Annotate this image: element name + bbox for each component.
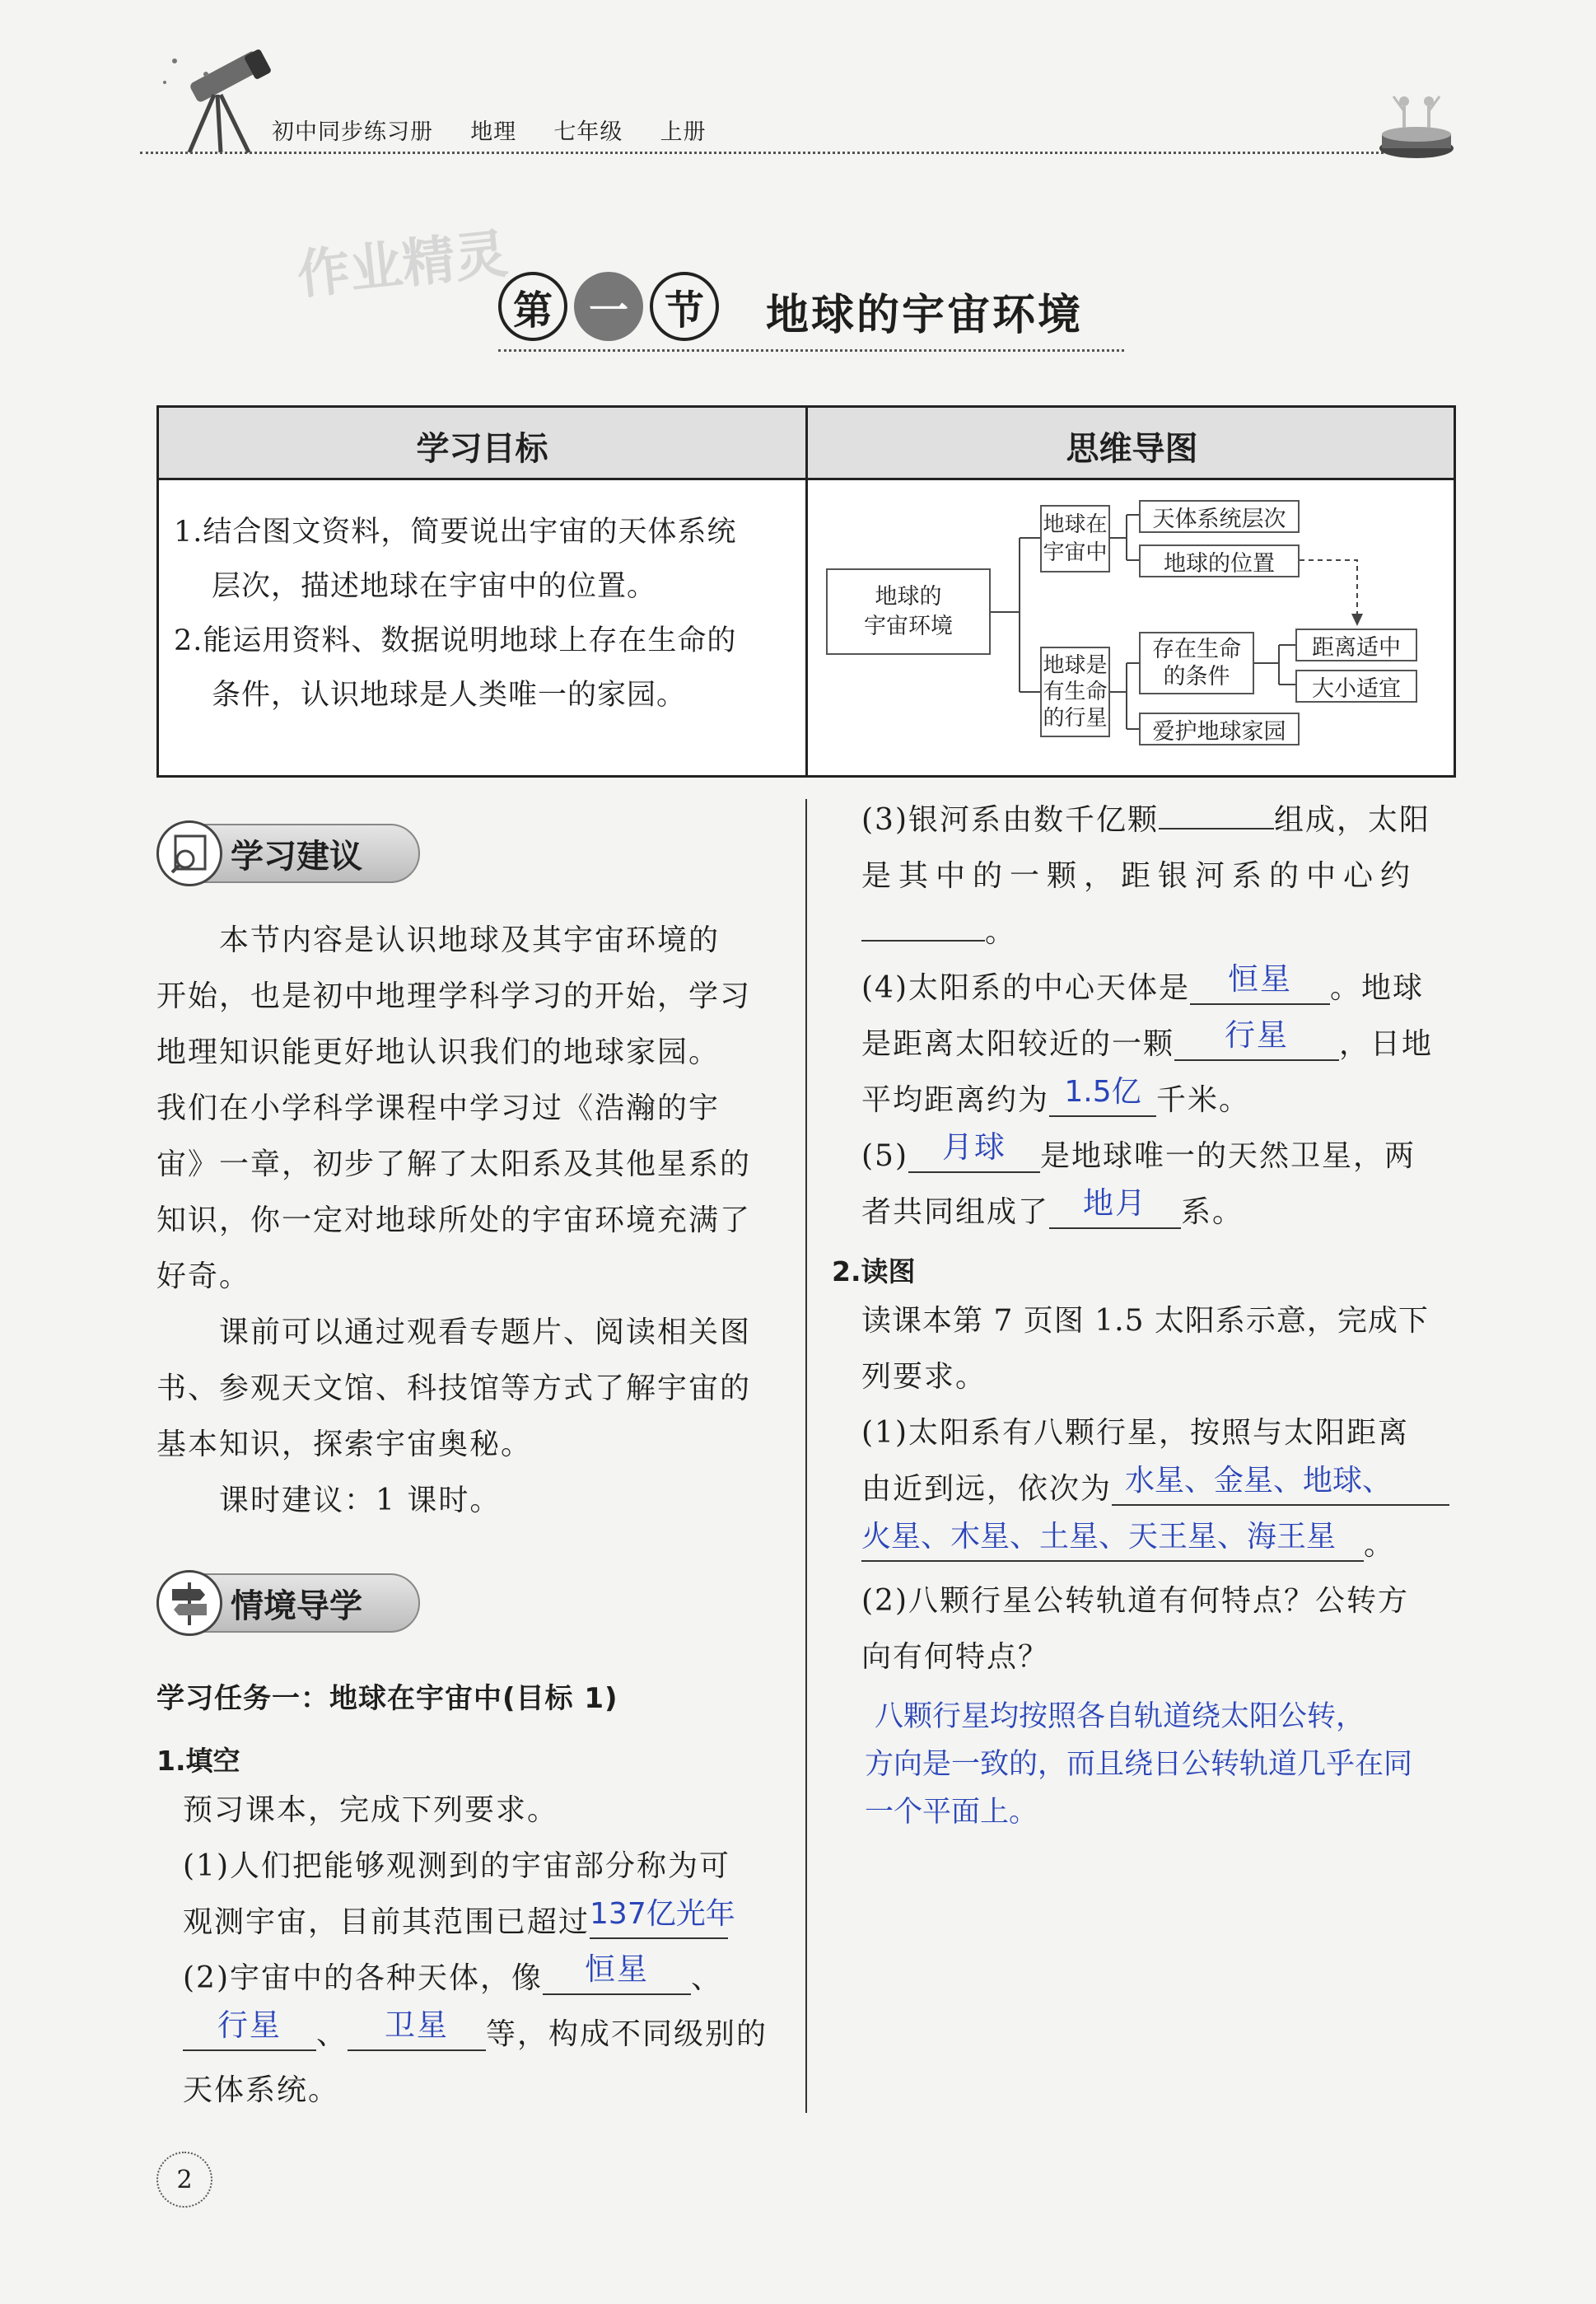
col-title-objectives: 学习目标: [416, 430, 548, 468]
r2-line2: 向有何特点？: [861, 1640, 1050, 1674]
book-title: 初中同步练习册: [272, 119, 433, 145]
magnifier-icon: [156, 820, 222, 886]
r2-answer-line3: 一个平面上。: [865, 1796, 1038, 1829]
signpost-icon: [156, 1570, 222, 1636]
q4-line3: 平均距离约为 1.5亿 千米。: [861, 1075, 1251, 1117]
r2-answer-line2: 方向是一致的，而且绕日公转轨道几乎在同: [865, 1748, 1413, 1781]
advice-p1-l5: 宙》一章，初步了解了太阳系及其他星系的: [156, 1147, 752, 1181]
q4-answer-2[interactable]: 行星: [1225, 1017, 1290, 1053]
read-questions: [861, 1293, 1467, 1685]
section-badge-jie: 节: [650, 272, 719, 341]
q2-answer-1[interactable]: 恒星: [585, 1951, 649, 1987]
advice-p1-l6: 知识，你一定对地球所处的宇宙环境充满了: [156, 1203, 752, 1237]
q3-line2: 是其中的一颗，距银河系的中心约: [861, 859, 1418, 893]
column-divider: [805, 799, 807, 2113]
advice-title: 学习建议: [231, 837, 362, 876]
fill-intro: 预习课本，完成下列要求。: [183, 1793, 559, 1827]
r1-line3: 火星、木星、土星、天王星、海王星 。: [861, 1520, 1396, 1562]
advice-p1-l4: 我们在小学科学课程中学习过《浩瀚的宇: [156, 1091, 721, 1125]
mm-earth-in-universe: 地球在 宇宙中: [1040, 505, 1110, 572]
mm-living-planet: 地球是 有生命 的行星: [1040, 647, 1110, 737]
volume: 上册: [660, 119, 707, 145]
advice-banner: [156, 824, 420, 883]
objective-1-line2: 层次，描述地球在宇宙中的位置。: [212, 570, 657, 603]
objectives-table: [156, 405, 1456, 778]
q5-answer-2[interactable]: 地月: [1083, 1185, 1148, 1221]
q1-line2: 观测宇宙，目前其范围已超过137亿光年: [183, 1897, 735, 1939]
advice-p2-l2: 书、参观天文馆、科技馆等方式了解宇宙的: [156, 1372, 752, 1405]
fill-questions: [156, 1783, 782, 2119]
q2-line3: 天体系统。: [183, 2073, 340, 2107]
q3-line1: (3)银河系由数千亿颗 组成，太阳: [861, 803, 1431, 837]
q4-answer-1[interactable]: 恒星: [1228, 961, 1292, 997]
advice-p1-l2: 开始，也是初中地理学科学习的开始，学习: [156, 979, 752, 1013]
q2-answer-2[interactable]: 行星: [217, 2007, 282, 2043]
q1-answer[interactable]: 137亿光年: [590, 1897, 735, 1931]
page-header: [140, 49, 1458, 165]
q5-line1: (5) 月球 是地球唯一的天然卫星，两: [861, 1129, 1416, 1173]
page-title: 地球的宇宙环境: [766, 291, 1084, 340]
q2-line2: 行星 、 卫星 等，构成不同级别的: [156, 2007, 782, 2063]
mm-life-conditions: 存在生命 的条件: [1139, 632, 1254, 694]
r1-answer-2[interactable]: 火星、木星、土星、天王星、海王星: [861, 1520, 1337, 1554]
right-questions: [861, 792, 1467, 1241]
grade: 七年级: [553, 119, 623, 145]
mm-earth-position: 地球的位置: [1139, 544, 1300, 577]
watermark: 作业精灵: [294, 223, 511, 307]
mind-map: [818, 490, 1452, 770]
r1-line1: (1)太阳系有八颗行星，按照与太阳距离: [861, 1416, 1409, 1450]
col-title-mindmap: 思维导图: [1066, 430, 1198, 468]
r2-answer-line1: 八颗行星均按照各自轨道绕太阳公转，: [875, 1700, 1365, 1733]
guide-title: 情境导学: [231, 1587, 362, 1625]
advice-p1-l7: 好奇。: [156, 1259, 251, 1293]
advice-p1-l3: 地理知识能更好地认识我们的地球家园。: [156, 1035, 721, 1069]
q2-line1: (2)宇宙中的各种天体，像 恒星 、: [183, 1951, 723, 1995]
read-heading: 2.读图: [832, 1255, 916, 1288]
advice-p1-l1: 本节内容是认识地球及其宇宙环境的: [219, 923, 721, 957]
section-badge-di: 第: [498, 272, 567, 341]
q2-answer-3[interactable]: 卫星: [385, 2007, 450, 2043]
q4-answer-3[interactable]: 1.5亿: [1064, 1075, 1141, 1109]
section-badge-num: 一: [574, 272, 643, 341]
objective-2-line2: 条件，认识地球是人类唯一的家园。: [212, 679, 687, 712]
advice-p2-l1: 课前可以通过观看专题片、阅读相关图: [219, 1316, 752, 1349]
mm-distance: 距离适中: [1295, 629, 1417, 661]
q5-answer-1[interactable]: 月球: [942, 1129, 1006, 1165]
trophy-icon: [1375, 86, 1458, 161]
header-rule: [140, 152, 1384, 154]
q3-line3: 。: [861, 904, 1467, 960]
mm-size: 大小适宜: [1295, 670, 1417, 703]
r2-line1: (2)八颗行星公转轨道有何特点？公转方: [861, 1584, 1409, 1618]
read-line2: 列要求。: [861, 1360, 987, 1394]
objectives-list: [174, 505, 800, 722]
fill-heading: 1.填空: [156, 1745, 240, 1777]
r1-line2: 由近到远，依次为 水星、金星、地球、: [861, 1461, 1467, 1517]
advice-time: 课时建议：1 课时。: [219, 1484, 502, 1517]
task1-title: 学习任务一：地球在宇宙中(目标 1): [156, 1682, 618, 1715]
q5-line2: 者共同组成了 地月 系。: [861, 1185, 1244, 1229]
advice-text: [156, 913, 782, 1529]
guide-banner: [156, 1573, 420, 1633]
objective-2-line1: 2.能运用资料、数据说明地球上存在生命的: [174, 624, 737, 657]
q1-line1: (1)人们把能够观测到的宇宙部分称为可: [183, 1849, 730, 1883]
r1-answer-1[interactable]: 水星、金星、地球、: [1125, 1464, 1393, 1498]
section-title: [498, 272, 1132, 346]
objective-1-line1: 1.结合图文资料，简要说出宇宙的天体系统: [174, 516, 737, 549]
mm-root: 地球的 宇宙环境: [826, 568, 991, 655]
q3-blank[interactable]: [861, 940, 985, 942]
mm-protect-earth: 爱护地球家园: [1139, 713, 1300, 745]
advice-p2-l3: 基本知识，探索宇宙奥秘。: [156, 1428, 533, 1461]
r2-answer[interactable]: [865, 1693, 1458, 1836]
q4-line2: 是距离太阳较近的一颗 行星 ，日地: [861, 1017, 1434, 1061]
mm-celestial-levels: 天体系统层次: [1139, 500, 1300, 533]
subject: 地理: [470, 119, 517, 145]
read-line1: 读课本第 7 页图 1.5 太阳系示意，完成下: [861, 1304, 1429, 1338]
telescope-icon: [156, 49, 280, 157]
q4-line1: (4)太阳系的中心天体是 恒星 。地球: [861, 961, 1425, 1005]
page-number: 2: [156, 2152, 212, 2208]
